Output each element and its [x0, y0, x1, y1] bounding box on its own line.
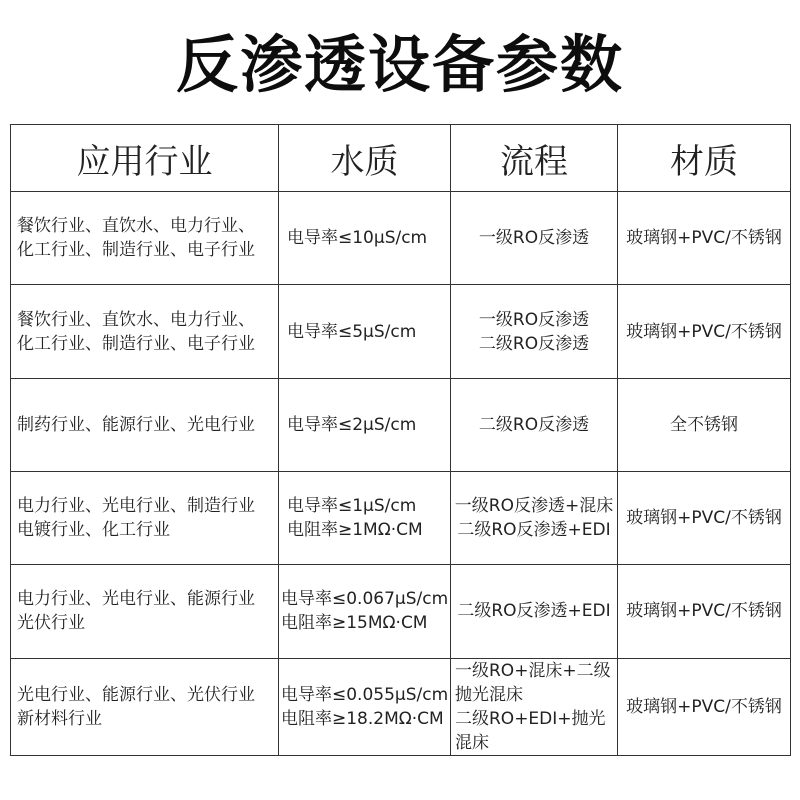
material-cell: 玻璃钢+PVC/不锈钢	[618, 658, 791, 755]
water-quality-line: 电阻率≥15MΩ·CM	[281, 613, 428, 634]
material-cell: 全不锈钢	[618, 378, 791, 471]
process-line: 二级RO反渗透	[478, 414, 590, 435]
water-quality-line: 电导率≤10μS/cm	[287, 228, 428, 249]
header-process: 流程	[451, 125, 618, 192]
process-line: 二级RO反渗透	[478, 333, 590, 354]
industry-line: 制药行业、能源行业、光电行业	[17, 414, 255, 435]
water-quality-line: 电导率≤1μS/cm	[287, 496, 417, 517]
water-quality-line: 电导率≤0.055μS/cm	[281, 684, 449, 705]
industry-line: 电镀行业、化工行业	[17, 520, 170, 541]
water-quality-line: 电阻率≥18.2MΩ·CM	[281, 708, 444, 729]
water-quality-line: 电导率≤5μS/cm	[287, 321, 417, 342]
industry-cell	[11, 192, 279, 285]
industry-cell	[11, 285, 279, 378]
parameter-table	[10, 124, 791, 756]
process-line: 一级RO反渗透	[478, 228, 590, 249]
material-cell: 玻璃钢+PVC/不锈钢	[618, 565, 791, 658]
header-industry: 应用行业	[11, 125, 279, 192]
industry-line: 化工行业、制造行业、电子行业	[17, 333, 255, 354]
process-cell	[451, 565, 618, 658]
process-line: 二级RO反渗透+EDI	[457, 601, 611, 622]
water-quality-cell	[279, 658, 451, 755]
process-line: 一级RO反渗透	[478, 309, 590, 330]
industry-line: 电力行业、光电行业、制造行业	[17, 496, 255, 517]
water-quality-line: 电阻率≥1MΩ·CM	[287, 520, 423, 541]
table-row	[11, 285, 791, 378]
table-row	[11, 192, 791, 285]
table-row	[11, 658, 791, 755]
material-cell: 玻璃钢+PVC/不锈钢	[618, 285, 791, 378]
industry-cell	[11, 378, 279, 471]
water-quality-cell	[279, 378, 451, 471]
industry-line: 电力行业、光电行业、能源行业	[17, 589, 255, 610]
process-line: 一级RO反渗透+混床	[454, 496, 614, 517]
water-quality-cell	[279, 472, 451, 565]
industry-line: 光电行业、能源行业、光伏行业	[17, 684, 255, 705]
industry-line: 光伏行业	[17, 613, 85, 634]
material-cell: 玻璃钢+PVC/不锈钢	[618, 472, 791, 565]
process-cell	[451, 285, 618, 378]
industry-line: 化工行业、制造行业、电子行业	[17, 240, 255, 261]
process-line: 二级RO反渗透+EDI	[457, 520, 611, 541]
industry-cell	[11, 658, 279, 755]
process-cell	[451, 378, 618, 471]
process-line: 一级RO+混床+二级	[455, 660, 611, 681]
industry-cell	[11, 565, 279, 658]
table-row	[11, 472, 791, 565]
industry-cell	[11, 472, 279, 565]
table-header-row	[11, 125, 791, 192]
process-cell	[451, 658, 618, 755]
table-row	[11, 378, 791, 471]
industry-line: 餐饮行业、直饮水、电力行业、	[17, 309, 255, 330]
header-material: 材质	[618, 125, 791, 192]
water-quality-cell	[279, 565, 451, 658]
process-cell	[451, 472, 618, 565]
water-quality-line: 电导率≤0.067μS/cm	[281, 589, 449, 610]
water-quality-cell	[279, 192, 451, 285]
process-cell	[451, 192, 618, 285]
page-title: 反渗透设备参数	[175, 28, 624, 101]
industry-line: 餐饮行业、直饮水、电力行业、	[17, 216, 255, 237]
process-line: 二级RO+EDI+抛光	[455, 708, 606, 729]
process-line: 混床	[455, 732, 489, 753]
table-row	[11, 565, 791, 658]
header-water-quality: 水质	[279, 125, 451, 192]
industry-line: 新材料行业	[17, 708, 102, 729]
water-quality-cell	[279, 285, 451, 378]
process-line: 抛光混床	[455, 684, 523, 705]
material-cell: 玻璃钢+PVC/不锈钢	[618, 192, 791, 285]
water-quality-line: 电导率≤2μS/cm	[287, 414, 417, 435]
